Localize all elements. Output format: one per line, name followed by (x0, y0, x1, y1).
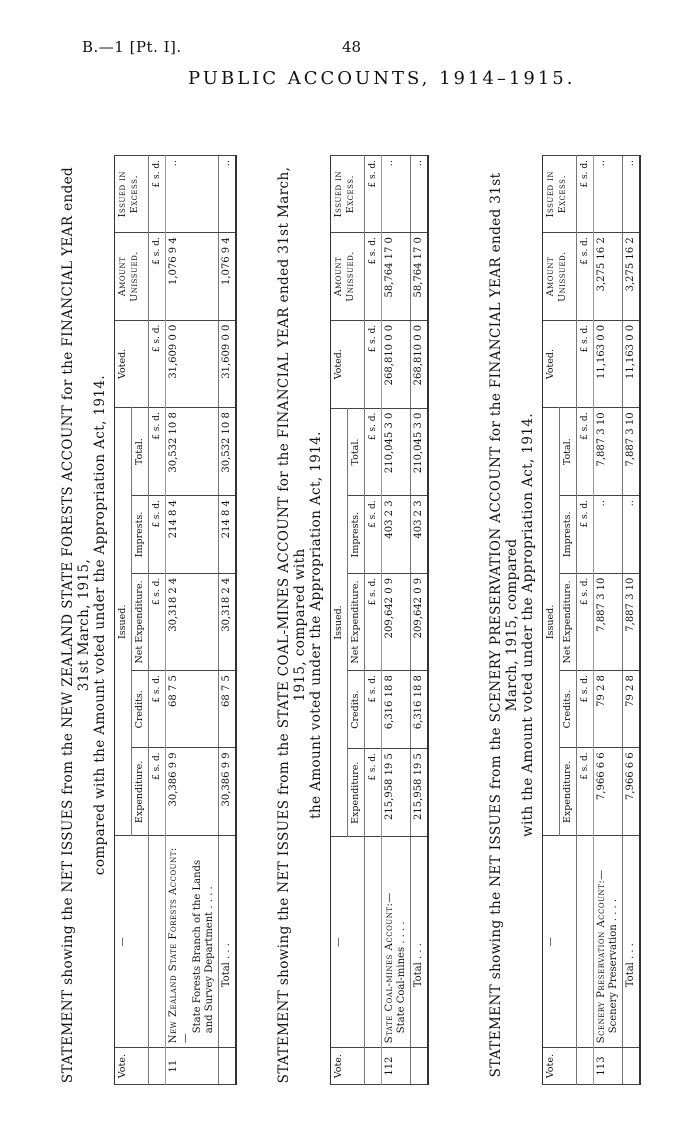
col-voted: Voted. (543, 320, 577, 408)
account-name: State Coal-mines Account:— (384, 892, 395, 1044)
unit: £ s. d. (149, 320, 166, 408)
col-net-expenditure: Net Expenditure. (560, 573, 577, 670)
total-net-expenditure: 7,887 3 10 (623, 573, 641, 670)
total-net-expenditure: 30,318 2 4 (219, 573, 237, 670)
total-row (623, 156, 641, 1085)
unit: £ s. d. (365, 573, 382, 670)
unit: £ s. d. (365, 496, 382, 573)
page-number: 48 (342, 38, 362, 56)
col-description: — (331, 837, 365, 1048)
total-net-expenditure: 209,642 0 9 (411, 573, 429, 670)
col-credits: Credits. (132, 671, 149, 748)
total-imprests: 403 2 3 (411, 496, 429, 573)
unit: £ s. d. (365, 320, 382, 408)
col-expenditure: Expenditure. (560, 748, 577, 836)
total-row (411, 156, 429, 1085)
col-vote: Vote. (115, 1048, 149, 1085)
col-issued-in-excess: Issued in Excess. (331, 156, 365, 233)
vote-number: 11 (166, 1048, 219, 1085)
col-total: Total. (348, 408, 365, 496)
total-row (219, 156, 237, 1085)
account-description (382, 837, 411, 1048)
total-imprests: .. (623, 496, 641, 574)
total-value: 30,532 10 8 (166, 408, 219, 496)
excess-value: .. (166, 156, 219, 233)
col-imprests: Imprests. (560, 496, 577, 574)
statement-coal-mines (276, 85, 429, 1085)
imprests-value: 214 8 4 (166, 496, 219, 574)
total-total: 210,045 3 0 (411, 408, 429, 496)
voted-value: 11,163 0 0 (594, 320, 623, 408)
unit: £ s. d. (149, 748, 166, 836)
total-unissued: 58,764 17 0 (411, 233, 429, 321)
unit: £ s. d. (577, 320, 594, 408)
imprests-value: 403 2 3 (382, 496, 411, 573)
account-item: State Coal-mines . . . . (396, 921, 407, 1034)
total-unissued: 1,076 9 4 (219, 233, 237, 320)
col-voted: Voted. (115, 320, 149, 408)
total-credits: 79 2 8 (623, 671, 641, 748)
excess-value: .. (594, 156, 623, 233)
col-net-expenditure: Net Expenditure. (132, 573, 149, 670)
unit: £ s. d. (149, 496, 166, 574)
total-imprests: 214 8 4 (219, 496, 237, 574)
voted-value: 31,609 0 0 (166, 320, 219, 408)
unissued-value: 3,275 16 2 (594, 233, 623, 321)
col-net-expenditure: Net Expenditure. (348, 573, 365, 670)
statement-scenery (488, 85, 641, 1085)
statement-title-line1: STATEMENT showing the NET ISSUES from the SCENERY PRESERVATION ACCOUNT for the FINANCIAL YEAR ended 31st March, 1915, compared (488, 172, 520, 1078)
credits-value: 6,316 18 8 (382, 671, 411, 749)
col-description: — (543, 836, 577, 1048)
net-expenditure-value: 30,318 2 4 (166, 573, 219, 670)
units-row (149, 156, 166, 1085)
units-row (577, 156, 594, 1085)
account-name: New Zealand State Forests Account:— (168, 847, 191, 1044)
statement-title (488, 165, 536, 1085)
unit: £ s. d. (149, 408, 166, 496)
col-issued-in-excess: Issued in Excess. (115, 156, 149, 233)
table-row (594, 156, 623, 1085)
col-description: — (115, 836, 149, 1048)
col-vote: Vote. (543, 1048, 577, 1085)
total-unissued: 3,275 16 2 (623, 233, 641, 321)
col-issued-in-excess: Issued in Excess. (543, 156, 577, 233)
unit: £ s. d. (149, 573, 166, 670)
unissued-value: 1,076 9 4 (166, 233, 219, 320)
total-voted: 31,609 0 0 (219, 320, 237, 408)
statement-title-line2: compared with the Amount voted under the Appropriation Act, 1914. (92, 374, 108, 876)
total-total: 30,532 10 8 (219, 408, 237, 496)
expenditure-value: 215,958 19 5 (382, 749, 411, 837)
col-expenditure: Expenditure. (348, 749, 365, 837)
account-description (594, 836, 623, 1048)
total-value: 7,887 3 10 (594, 408, 623, 496)
unit: £ s. d. (149, 671, 166, 748)
total-credits: 68 7 5 (219, 671, 237, 748)
col-credits: Credits. (560, 671, 577, 748)
unit: £ s. d. (577, 748, 594, 836)
statement-title-line2: the Amount voted under the Appropriation Act, 1914. (308, 431, 324, 819)
vote-number: 113 (594, 1048, 623, 1085)
unit: £ s. d. (577, 496, 594, 574)
voted-value: 268,810 0 0 (382, 320, 411, 408)
credits-value: 68 7 5 (166, 671, 219, 748)
net-expenditure-value: 209,642 0 9 (382, 573, 411, 670)
col-issued-group: Issued. (331, 408, 348, 837)
total-voted: 11,163 0 0 (623, 320, 641, 408)
table-row (166, 156, 219, 1085)
unissued-value: 58,764 17 0 (382, 233, 411, 321)
page-title: PUBLIC ACCOUNTS, 1914–1915. (188, 68, 576, 89)
statement-title (60, 165, 108, 1085)
total-excess: .. (219, 156, 237, 233)
unit: £ s. d. (365, 233, 382, 321)
total-label: Total . . . (411, 837, 429, 1048)
account-item: State Forests Branch of the Lands and Survey Department . . . . (192, 859, 215, 1034)
unit: £ s. d. (149, 156, 166, 233)
total-credits: 6,316 18 8 (411, 671, 429, 749)
account-description (166, 836, 219, 1048)
expenditure-value: 30,386 9 9 (166, 748, 219, 836)
account-item: Scenery Preservation . . . . (608, 898, 619, 1034)
total-expenditure: 215,958 19 5 (411, 749, 429, 837)
total-expenditure: 30,386 9 9 (219, 748, 237, 836)
imprests-value: .. (594, 496, 623, 574)
document-code: B.—1 [Pt. I]. (82, 38, 182, 56)
net-expenditure-value: 7,887 3 10 (594, 573, 623, 670)
unit: £ s. d. (577, 671, 594, 748)
total-voted: 268,810 0 0 (411, 320, 429, 408)
statement-title-line1: STATEMENT showing the NET ISSUES from the STATE COAL-MINES ACCOUNT for the FINANCIAL YEAR ended 31st March, 1915, compared with (276, 166, 308, 1084)
statement-forests (60, 85, 237, 1085)
statement-title-line2: with the Amount voted under the Appropriation Act, 1914. (520, 412, 536, 838)
total-label: Total . . . (623, 836, 641, 1048)
unit: £ s. d. (365, 156, 382, 233)
col-voted: Voted. (331, 320, 365, 408)
statement-title-line1: STATEMENT showing the NET ISSUES from the NEW ZEALAND STATE FORESTS ACCOUNT for the FINANCIAL YEAR ended 31st March, 1915, (60, 166, 92, 1084)
units-row (365, 156, 382, 1085)
total-total: 7,887 3 10 (623, 408, 641, 496)
account-name: Scenery Preservation Account:— (596, 869, 607, 1044)
table-row (382, 156, 411, 1085)
total-excess: .. (411, 156, 429, 233)
total-label: Total . . . (219, 836, 237, 1048)
col-imprests: Imprests. (132, 496, 149, 574)
accounts-table (542, 155, 641, 1085)
unit: £ s. d. (577, 573, 594, 670)
unit: £ s. d. (577, 156, 594, 233)
vote-number: 112 (382, 1048, 411, 1085)
total-excess: .. (623, 156, 641, 233)
col-amount-unissued: Amount Unissued. (331, 233, 365, 321)
unit: £ s. d. (365, 671, 382, 749)
unit: £ s. d. (149, 233, 166, 320)
accounts-table (114, 155, 237, 1085)
accounts-table (330, 155, 429, 1085)
credits-value: 79 2 8 (594, 671, 623, 748)
col-issued-group: Issued. (115, 408, 132, 836)
unit: £ s. d. (365, 749, 382, 837)
excess-value: .. (382, 156, 411, 233)
col-imprests: Imprests. (348, 496, 365, 573)
expenditure-value: 7,966 6 6 (594, 748, 623, 836)
col-total: Total. (560, 408, 577, 496)
unit: £ s. d. (365, 408, 382, 496)
col-expenditure: Expenditure. (132, 748, 149, 836)
col-amount-unissued: Amount Unissued. (543, 233, 577, 321)
col-vote: Vote. (331, 1048, 365, 1085)
col-issued-group: Issued. (543, 408, 560, 836)
unit: £ s. d. (577, 233, 594, 321)
total-expenditure: 7,966 6 6 (623, 748, 641, 836)
col-amount-unissued: Amount Unissued. (115, 233, 149, 320)
unit: £ s. d. (577, 408, 594, 496)
total-value: 210,045 3 0 (382, 408, 411, 496)
col-credits: Credits. (348, 671, 365, 749)
col-total: Total. (132, 408, 149, 496)
statement-title (276, 165, 324, 1085)
